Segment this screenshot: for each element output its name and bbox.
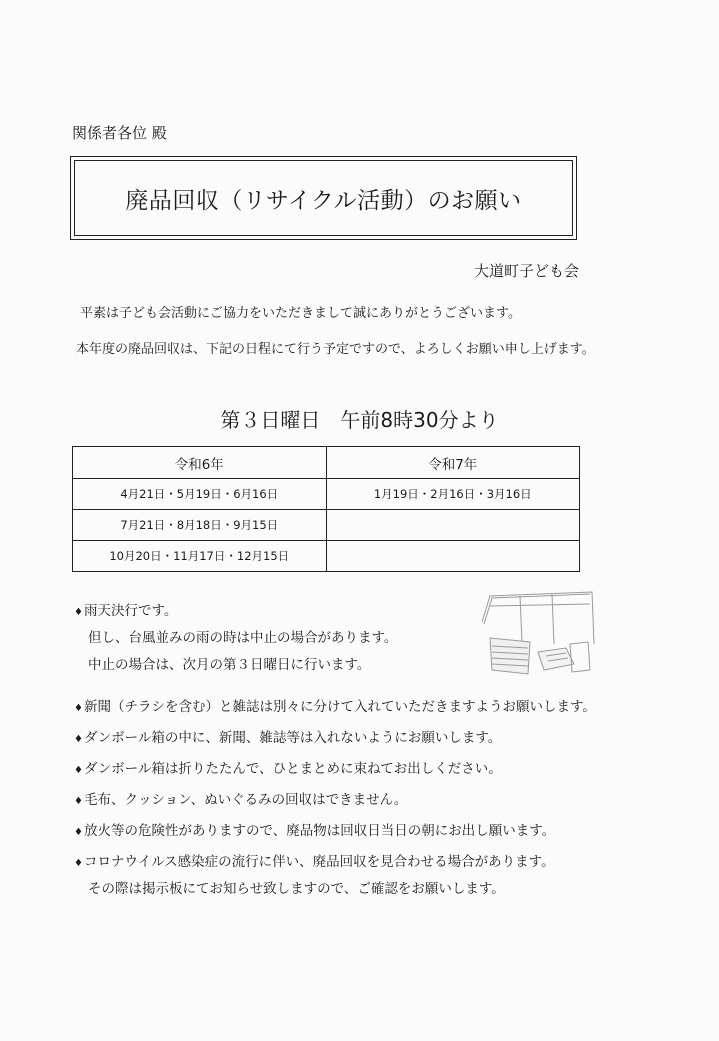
note-subline: 中止の場合は、次月の第３日曜日に行います。 [88,657,371,673]
note-text: ダンボール箱は折りたたんで、ひとまとめに束ねてお出しください。 [83,761,502,777]
addressee: 関係者各位 殿 [72,124,167,142]
note-item [74,818,694,845]
table-cell: 10月20日・11月17日・12月15日 [73,541,327,572]
page-title: 廃品回収（リサイクル活動）のお願い [125,187,522,214]
notes-section [74,598,694,903]
organization-name: 大道町子ども会 [473,262,579,280]
diamond-bullet-icon: ♦ [74,796,83,807]
table-header-row [73,447,580,479]
note-item [74,598,694,625]
diamond-bullet-icon: ♦ [74,858,83,869]
greeting-line-2: 本年度の廃品回収は、下記の日程にて行う予定ですので、よろしくお願い申し上げます。 [76,342,595,357]
table-row [73,510,580,541]
schedule-title: 第３日曜日 午前8時30分より [220,408,499,432]
table-cell: 4月21日・5月19日・6月16日 [73,479,327,510]
note-text: 新聞（チラシを含む）と雑誌は別々に分けて入れていただきますようお願いします。 [83,699,596,715]
schedule-table [72,446,580,572]
title-box [70,156,577,240]
title-inner-frame [74,160,573,236]
note-item [74,756,694,783]
table-header-cell: 令和7年 [326,447,580,479]
note-subline: 但し、台風並みの雨の時は中止の場合があります。 [88,630,398,646]
diamond-bullet-icon: ♦ [74,703,83,714]
table-cell: 7月21日・8月18日・9月15日 [73,510,327,541]
diamond-bullet-icon: ♦ [74,734,83,745]
table-row [73,479,580,510]
table-row [73,541,580,572]
greeting-line-1: 平素は子ども会活動にご協力をいただきまして誠にありがとうございます。 [80,306,521,321]
table-cell: 1月19日・2月16日・3月16日 [326,479,580,510]
diamond-bullet-icon: ♦ [74,607,83,618]
note-text: 雨天決行です。 [83,603,178,619]
note-item [74,849,694,876]
note-item [74,694,694,721]
diamond-bullet-icon: ♦ [74,765,83,776]
note-text: ダンボール箱の中に、新聞、雑誌等は入れないようにお願いします。 [83,730,502,746]
table-cell [326,510,580,541]
diamond-bullet-icon: ♦ [74,827,83,838]
note-text: 放火等の危険性がありますので、廃品物は回収日当日の朝にお出し願います。 [83,823,556,839]
table-cell [326,541,580,572]
table-header-cell: 令和6年 [73,447,327,479]
note-item [74,725,694,752]
note-text: コロナウイルス感染症の流行に伴い、廃品回収を見合わせる場合があります。 [83,854,555,870]
note-text: 毛布、クッション、ぬいぐるみの回収はできません。 [83,792,408,808]
note-item [74,787,694,814]
note-subline: その際は掲示板にてお知らせ致しますので、ご確認をお願いします。 [88,881,505,897]
